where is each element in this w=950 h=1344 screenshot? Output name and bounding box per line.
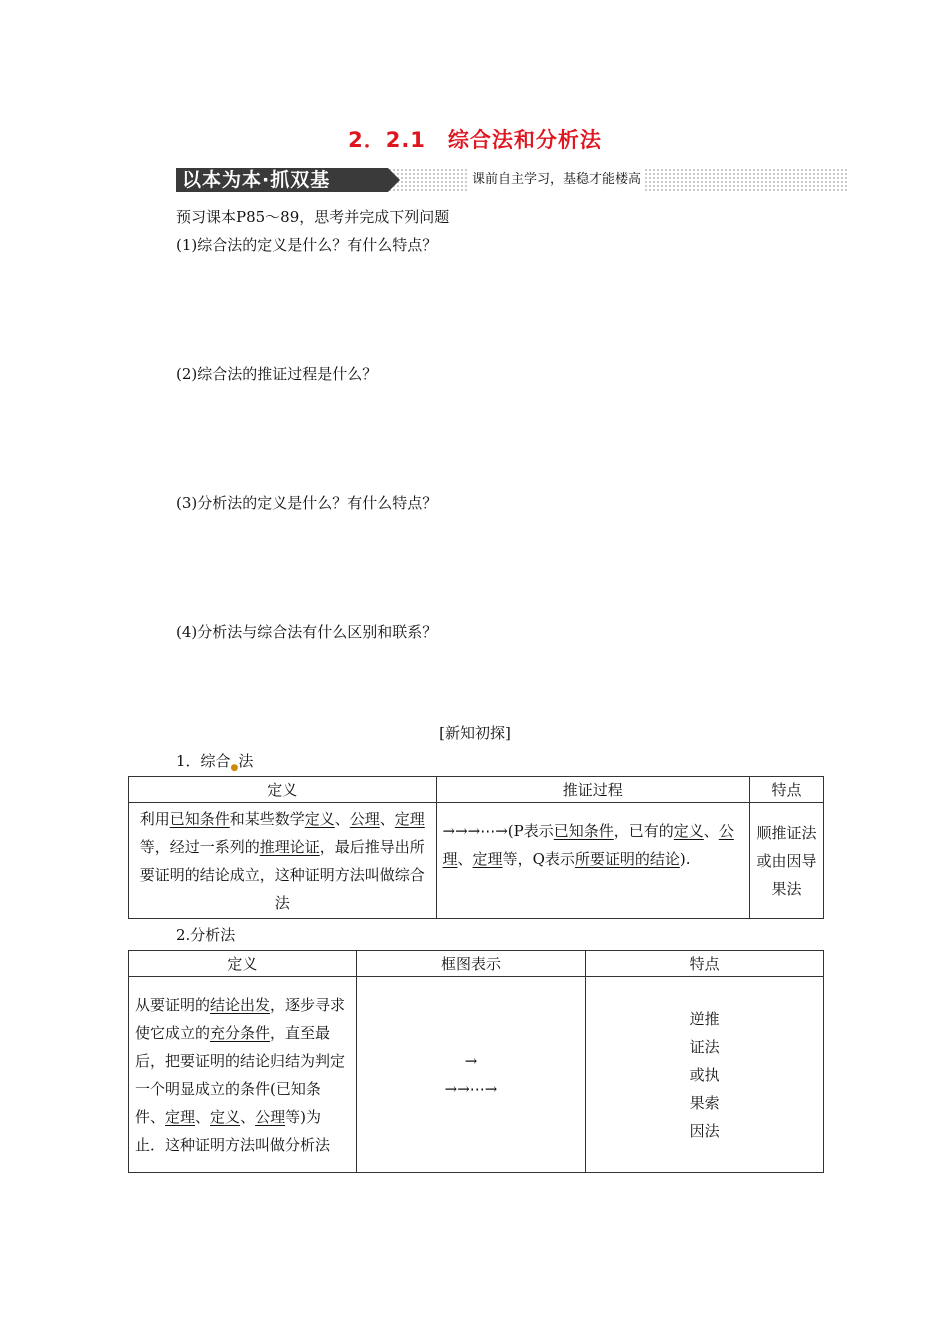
text-part: 、 xyxy=(334,809,350,828)
underlined-term: 充分条件 xyxy=(210,1023,271,1042)
underlined-term: 定理 xyxy=(472,850,503,868)
feature-line: 证法 xyxy=(689,1037,720,1056)
header-process: 推证过程 xyxy=(436,777,750,803)
text-part: ). xyxy=(679,850,691,868)
header-definition: 定义 xyxy=(129,951,357,977)
text-part: 等，经过一系列的 xyxy=(139,837,260,856)
underlined-term: 定义 xyxy=(673,822,704,840)
synthesis-table xyxy=(128,776,824,919)
underlined-term: 定理 xyxy=(394,809,425,828)
feature-line: 因法 xyxy=(689,1121,720,1140)
question-3: (3)分析法的定义是什么？有什么特点？ xyxy=(176,494,438,512)
analysis-diagram xyxy=(356,977,586,1173)
diagram-arrow-line-1: → xyxy=(464,1051,478,1070)
text-part: 利用 xyxy=(139,809,170,828)
text-part: 等，Q表示 xyxy=(502,850,575,868)
feature-line: 逆推 xyxy=(689,1009,720,1028)
underlined-term: 定义 xyxy=(304,809,335,828)
text-part: 、 xyxy=(195,1107,211,1126)
underlined-term: 公理 xyxy=(442,822,734,868)
analysis-heading: 2.分析法 xyxy=(176,926,236,944)
text-part: 、 xyxy=(240,1107,256,1126)
arrow-chain: →→→⋯→ xyxy=(442,822,508,840)
analysis-definition xyxy=(129,977,357,1173)
synthesis-definition xyxy=(129,803,437,919)
text-part: 等)为止．这种证明方法叫做分析法 xyxy=(135,1107,331,1154)
banner-label: 以本为本·抓双基 xyxy=(176,168,388,192)
text-part: ，直至最后，把要证明的结论归结为判定一个明显成立的条件(已知条件、 xyxy=(135,1023,346,1126)
synthesis-feature: 顺推证法或由因导果法 xyxy=(750,803,824,919)
text-part: 从要证明的 xyxy=(135,995,211,1014)
text-part: 和某些数学 xyxy=(229,809,305,828)
underlined-term: 所要证明的结论 xyxy=(574,850,680,868)
synthesis-heading-suffix: 法 xyxy=(238,752,254,770)
banner-subtitle: 课前自主学习，基稳才能楼高 xyxy=(468,168,645,192)
intro-text: 预习课本P85～89，思考并完成下列问题 xyxy=(176,208,450,226)
underlined-term: 公理 xyxy=(349,809,380,828)
underlined-term: 已知条件 xyxy=(553,822,614,840)
feature-line: 或执 xyxy=(689,1065,720,1084)
analysis-feature xyxy=(586,977,824,1173)
underlined-term: 定义 xyxy=(210,1107,241,1126)
underlined-term: 推理论证 xyxy=(259,837,320,856)
feature-line: 果索 xyxy=(689,1093,720,1112)
header-feature: 特点 xyxy=(750,777,824,803)
text-part: 、 xyxy=(703,822,719,840)
text-part: ，逐步寻求使它成立的 xyxy=(135,995,346,1042)
header-feature: 特点 xyxy=(586,951,824,977)
page-title: 2．2.1 综合法和分析法 xyxy=(348,128,602,152)
synthesis-heading xyxy=(176,750,253,771)
text-part: ，已有的 xyxy=(613,822,674,840)
question-2: (2)综合法的推证过程是什么？ xyxy=(176,365,378,383)
underlined-term: 已知条件 xyxy=(169,809,230,828)
section-tag: [新知初探] xyxy=(439,724,511,742)
diagram-arrow-line-2: →→⋯→ xyxy=(444,1079,498,1098)
synthesis-process xyxy=(436,803,750,919)
synthesis-heading-text: 1．综合 xyxy=(176,752,231,770)
dot-mark-icon: ● xyxy=(230,763,239,773)
text-part: 、 xyxy=(379,809,395,828)
underlined-term: 结论出发 xyxy=(210,995,271,1014)
underlined-term: 定理 xyxy=(165,1107,196,1126)
analysis-table xyxy=(128,950,824,1173)
header-definition: 定义 xyxy=(129,777,437,803)
text-part: 、 xyxy=(457,850,473,868)
question-4: (4)分析法与综合法有什么区别和联系？ xyxy=(176,623,438,641)
question-1: (1)综合法的定义是什么？有什么特点？ xyxy=(176,236,438,254)
header-diagram: 框图表示 xyxy=(356,951,586,977)
section-banner xyxy=(176,168,848,192)
underlined-term: 公理 xyxy=(255,1107,286,1126)
text-part: ，最后推导出所要证明的结论成立，这种证明方法叫做综合法 xyxy=(139,837,425,912)
text-part: (P表示 xyxy=(507,822,554,840)
